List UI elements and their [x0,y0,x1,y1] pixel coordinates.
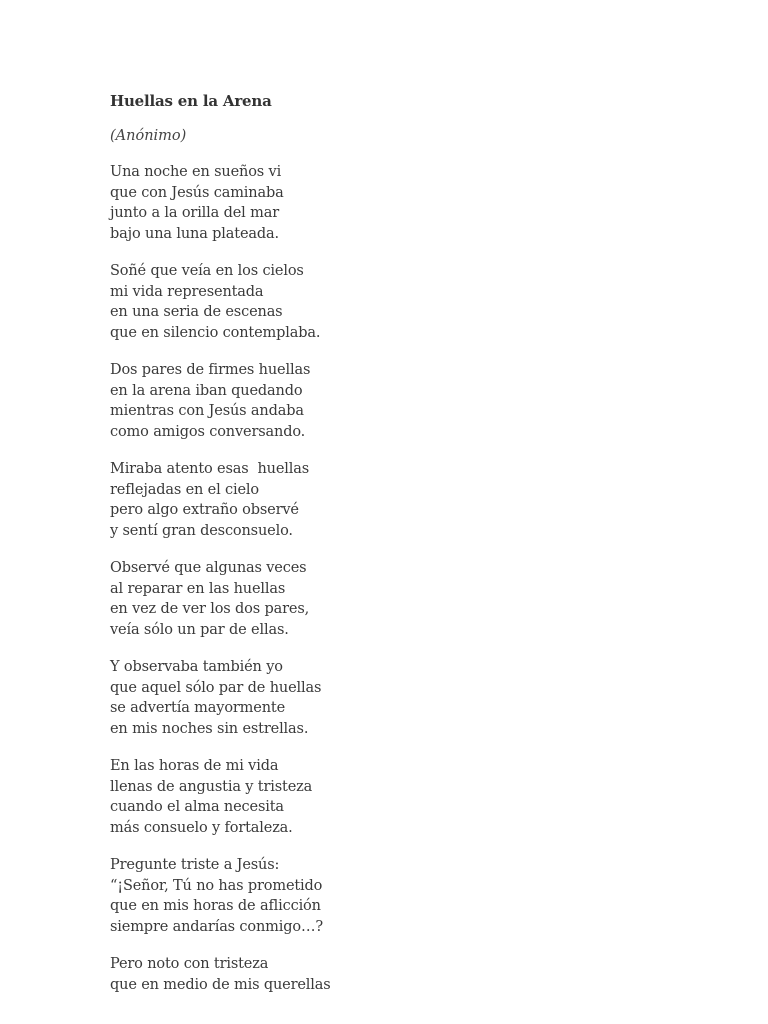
poem-line: se advertía mayormente [110,700,286,716]
poem-stanza [110,261,710,343]
poem-line: mientras con Jesús andaba [110,403,304,419]
poem-title: Huellas en la Arena [110,92,272,110]
poem-page [110,89,710,1012]
poem-line: Una noche en sueños vi [110,164,282,180]
poem-line: y sentí gran desconsuelo. [110,522,293,539]
poem-line: Miraba atento esas huellas [110,461,310,477]
poem-line: En las horas de mi vida [110,758,279,774]
poem-line: mi vida representada [110,283,264,300]
poem-line: más consuelo y fortaleza. [110,819,293,836]
poem-line: siempre andarías conmigo…? [110,918,323,935]
poem-line: Soñé que veía en los cielos [110,263,304,279]
poem-line: junto a la orilla del mar [110,205,279,221]
poem-line: al reparar en las huellas [110,580,286,597]
poem-author: (Anónimo) [110,128,187,144]
poem-line: que en medio de mis querellas [110,976,331,993]
poem-line: llenas de angustia y tristeza [110,778,313,795]
poem-line: reflejadas en el cielo [110,481,259,498]
poem-stanza [110,360,710,442]
poem-line: que con Jesús caminaba [110,184,284,201]
poem-stanza [110,162,710,244]
poem-line: en una seria de escenas [110,304,283,320]
poem-line: en mis noches sin estrellas. [110,720,309,737]
poem-line: cuando el alma necesita [110,799,284,815]
poem-stanza [110,558,710,640]
poem-line: Y observaba también yo [110,659,283,675]
poem-line: en la arena iban quedando [110,382,303,399]
poem-line: que aquel sólo par de huellas [110,679,322,696]
poem-body [110,162,710,995]
poem-line: bajo una luna plateada. [110,225,279,242]
poem-line: Observé que algunas veces [110,560,307,576]
poem-line: Pregunte triste a Jesús: [110,857,280,873]
poem-line: que en silencio contemplaba. [110,324,321,341]
poem-line: en vez de ver los dos pares, [110,601,310,617]
poem-line: que en mis horas de aflicción [110,898,321,914]
poem-line: Pero noto con tristeza [110,956,269,972]
poem-stanza [110,459,710,541]
poem-line: Dos pares de firmes huellas [110,362,311,378]
poem-line: pero algo extraño observé [110,502,299,518]
poem-stanza [110,855,710,937]
poem-stanza [110,954,710,995]
poem-stanza [110,657,710,739]
poem-line: como amigos conversando. [110,423,306,440]
poem-line: veía sólo un par de ellas. [110,621,289,638]
poem-stanza [110,756,710,838]
poem-line: “¡Señor, Tú no has prometido [110,877,323,894]
